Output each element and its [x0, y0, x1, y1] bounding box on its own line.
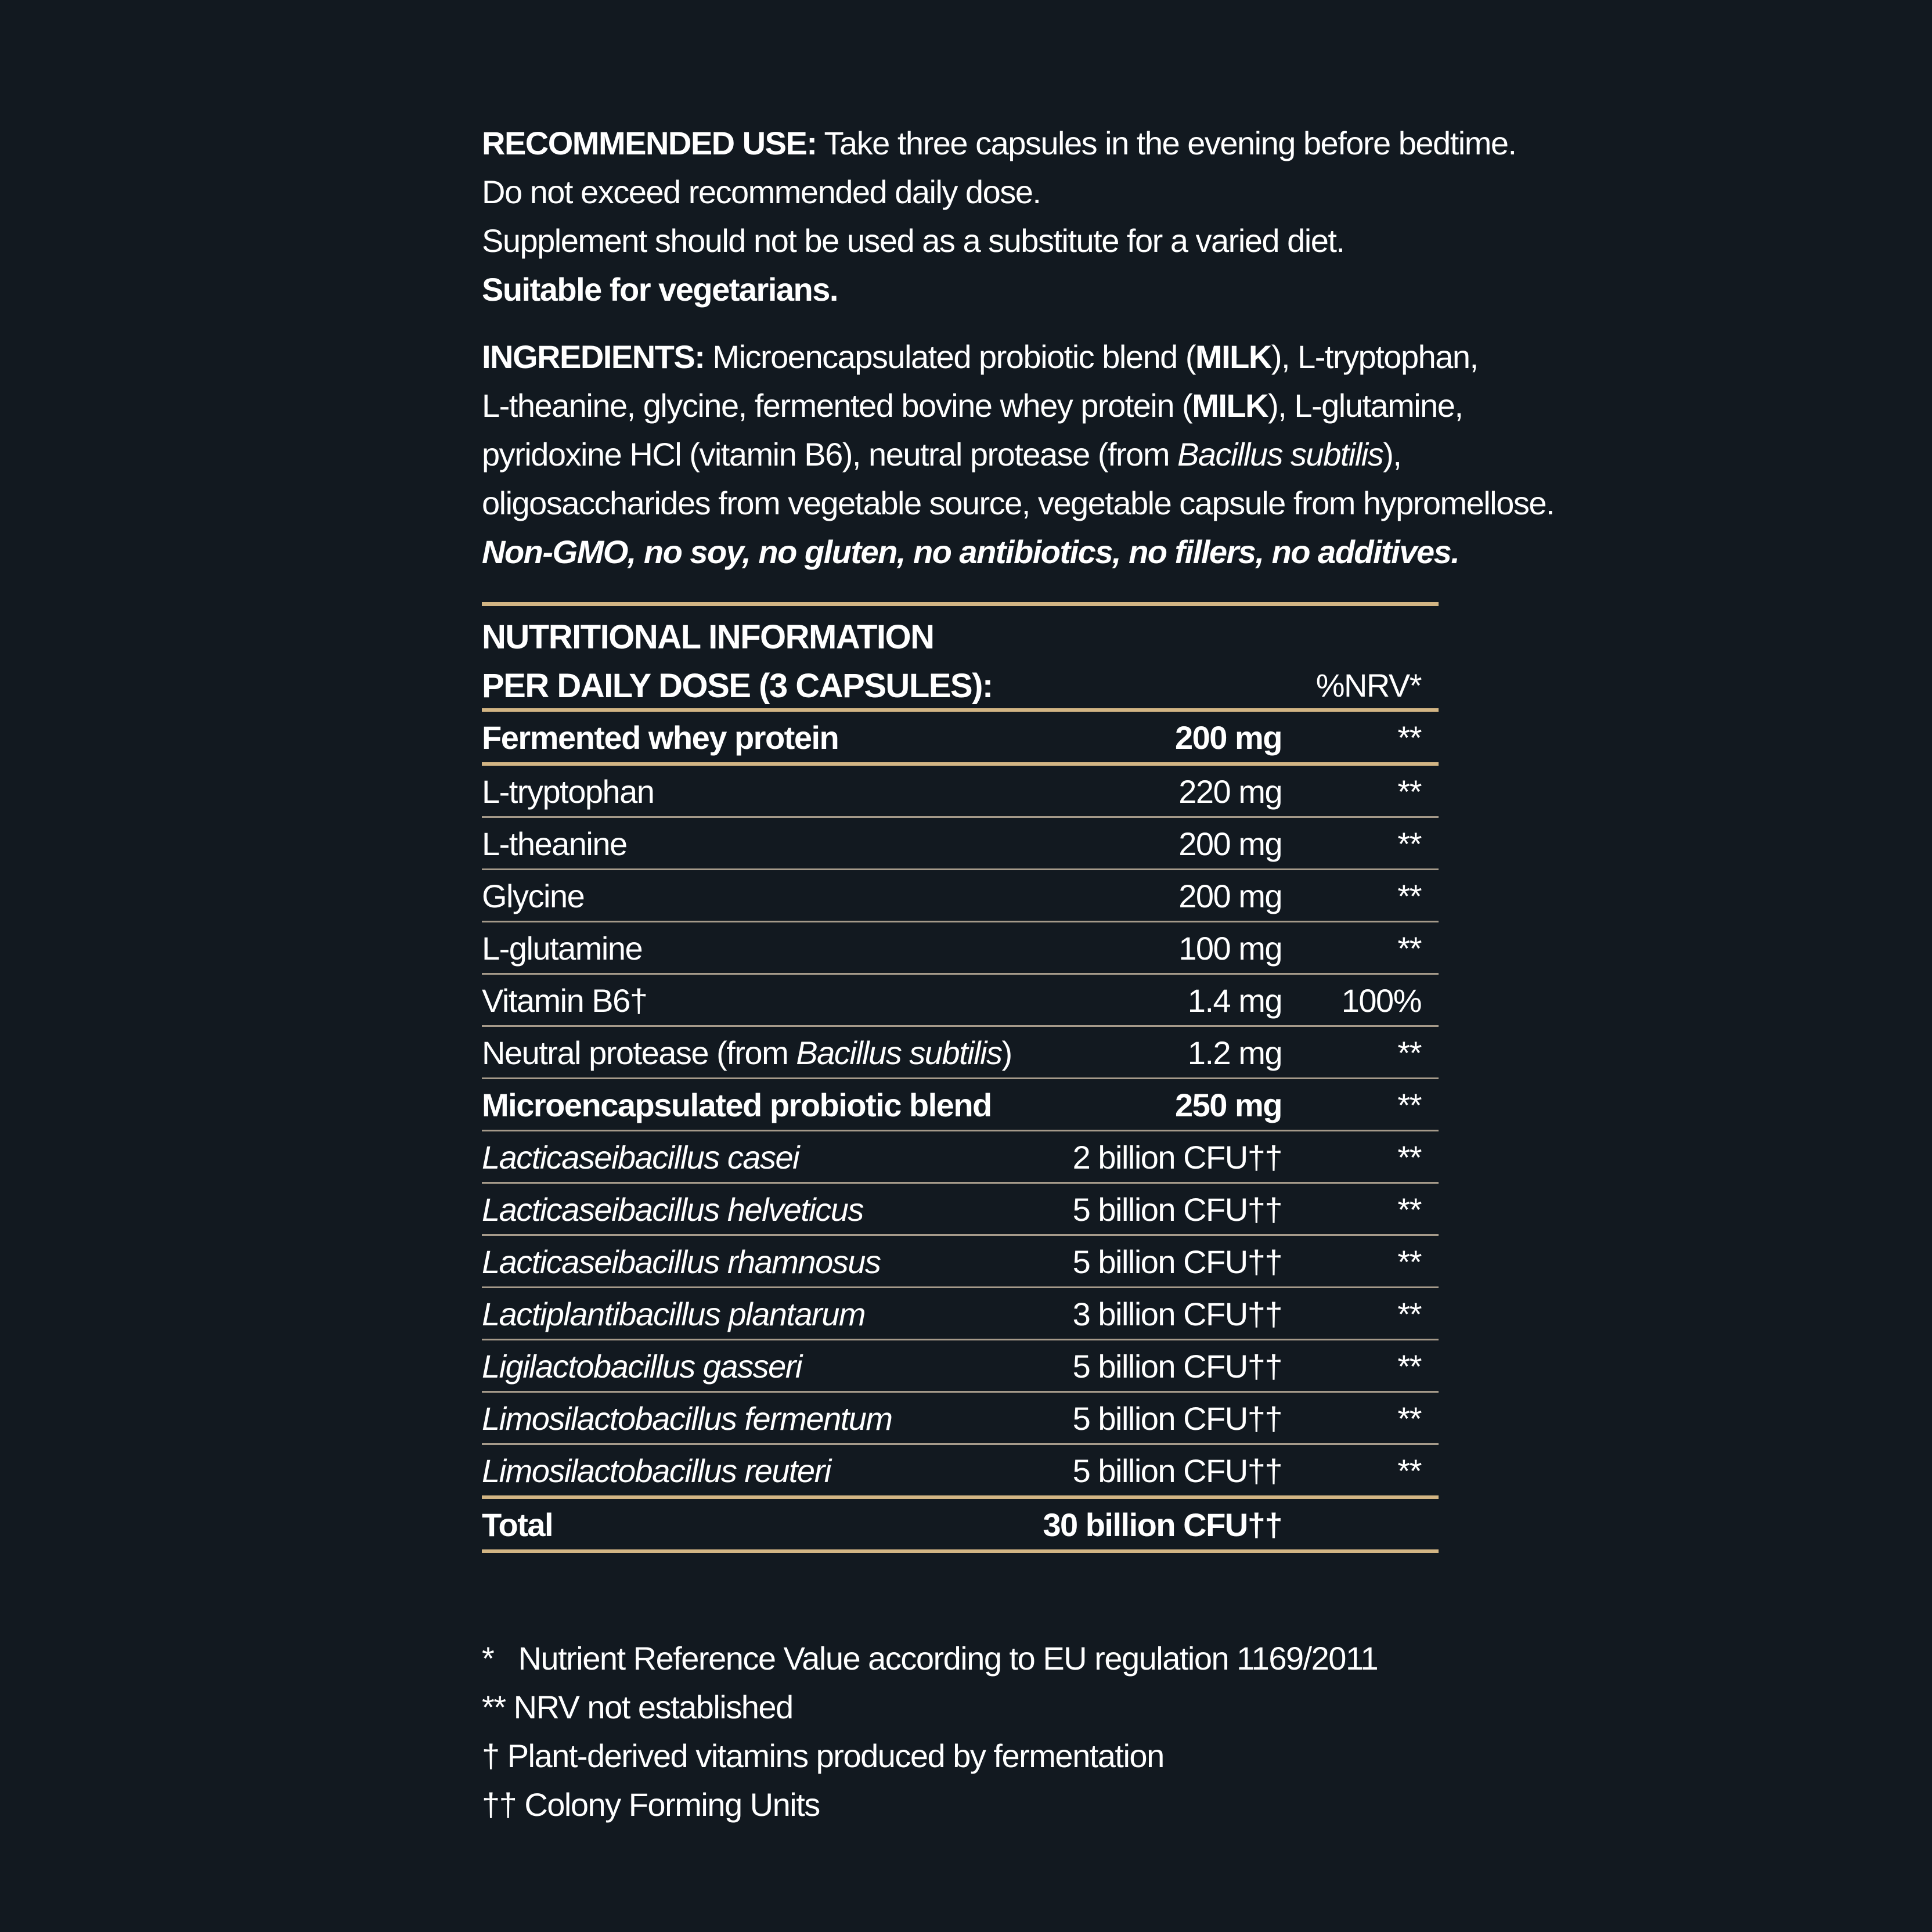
nutrient-nrv: ** [1397, 1139, 1421, 1176]
nutrient-name: L-glutamine [482, 930, 643, 967]
nutrient-nrv: 100% [1341, 982, 1421, 1019]
nutrient-nrv: ** [1397, 1296, 1421, 1332]
nutrient-amount: 2 billion CFU†† [1072, 1139, 1282, 1176]
nutrient-name-part: ) [1001, 1035, 1012, 1071]
total-amount: 30 billion CFU†† [1043, 1506, 1282, 1543]
nutrient-nrv: ** [1397, 773, 1421, 810]
nutrient-amount: 5 billion CFU†† [1072, 1191, 1282, 1228]
nutrient-nrv: ** [1397, 1087, 1421, 1123]
nutrient-name: L-theanine [482, 826, 627, 862]
recommended-use-label: RECOMMENDED USE: [482, 125, 817, 161]
table-row [482, 1393, 1439, 1443]
nutrient-nrv: ** [1397, 1191, 1421, 1228]
table-row [482, 1079, 1439, 1130]
table-row [482, 1131, 1439, 1182]
nutrient-amount: 200 mg [1178, 826, 1282, 862]
nutrient-nrv: ** [1397, 1348, 1421, 1385]
ingredients-label: INGREDIENTS: [482, 338, 705, 375]
ingredients-line-3 [482, 430, 1439, 479]
footnote-mark: * [482, 1640, 494, 1677]
footnote-plant-derived: † Plant-derived vitamins produced by fermentation [482, 1738, 1164, 1774]
recommended-use-line-1 [482, 119, 1516, 168]
footnotes [482, 1634, 1439, 1829]
ingredients-text: Microencapsulated probiotic blend ( [704, 338, 1195, 375]
footnote-cfu: †† Colony Forming Units [482, 1786, 820, 1823]
nutrient-amount: 5 billion CFU†† [1072, 1348, 1282, 1385]
nutrient-amount: 100 mg [1178, 930, 1282, 967]
nutrition-subheading: PER DAILY DOSE (3 CAPSULES): [482, 667, 993, 705]
nutrient-nrv: ** [1397, 1452, 1421, 1489]
nutrient-amount: 3 billion CFU†† [1072, 1296, 1282, 1332]
nutrient-amount: 1.4 mg [1187, 982, 1282, 1019]
nutrient-nrv: ** [1397, 1400, 1421, 1437]
nutrient-nrv: ** [1397, 1243, 1421, 1280]
nutrient-amount: 5 billion CFU†† [1072, 1400, 1282, 1437]
nutrient-amount: 250 mg [1175, 1087, 1282, 1123]
nutrient-name: Microencapsulated probiotic blend [482, 1087, 992, 1123]
nrv-column-header: %NRV* [1315, 667, 1421, 704]
total-label: Total [482, 1506, 553, 1543]
nutrition-heading: NUTRITIONAL INFORMATION [482, 618, 934, 656]
table-row [482, 975, 1439, 1025]
table-row [482, 712, 1439, 762]
table-row [482, 1184, 1439, 1234]
footnote-nrv [482, 1634, 1439, 1683]
strain-name: Lacticaseibacillus rhamnosus [482, 1243, 881, 1280]
nutrient-nrv: ** [1397, 826, 1421, 862]
ingredients-text: ), L-glutamine, [1268, 387, 1463, 424]
ingredients-text: L-theanine, glycine, fermented bovine whey protein ( [482, 387, 1192, 424]
nutrient-nrv: ** [1397, 1035, 1421, 1071]
free-from-note: Non-GMO, no soy, no gluten, no antibiotics, no fillers, no additives. [482, 534, 1459, 570]
strain-name: Ligilactobacillus gasseri [482, 1348, 802, 1385]
ingredients-section [482, 333, 1555, 576]
nutrient-name: Vitamin B6† [482, 982, 647, 1019]
table-row [482, 818, 1439, 868]
ingredients-text: ), L-tryptophan, [1271, 338, 1478, 375]
nutrient-nrv: ** [1397, 930, 1421, 967]
recommended-use-line-3: Supplement should not be used as a substitute for a varied diet. [482, 222, 1345, 259]
vegetarian-note: Suitable for vegetarians. [482, 271, 838, 308]
nutrient-name: Glycine [482, 878, 585, 914]
nutrient-name-part: Neutral protease (from [482, 1035, 796, 1071]
nutrient-nrv: ** [1397, 878, 1421, 914]
nutrient-amount: 220 mg [1178, 773, 1282, 810]
nutrient-amount: 200 mg [1178, 878, 1282, 914]
label-content [482, 119, 1555, 1829]
table-row [482, 1236, 1439, 1286]
table-bottom-rule [482, 1549, 1439, 1553]
allergen-milk: MILK [1195, 338, 1271, 375]
nutrient-amount: 5 billion CFU†† [1072, 1243, 1282, 1280]
ingredients-text: ), [1383, 436, 1401, 473]
table-row [482, 1445, 1439, 1495]
table-row [482, 1340, 1439, 1391]
recommended-use-section [482, 119, 1516, 314]
table-row [482, 1027, 1439, 1077]
recommended-use-line-2: Do not exceed recommended daily dose. [482, 174, 1041, 210]
nutrient-amount: 200 mg [1175, 719, 1282, 756]
nutrient-name: L-tryptophan [482, 773, 654, 810]
total-row [482, 1499, 1439, 1549]
table-row [482, 922, 1439, 973]
nutrient-nrv: ** [1397, 719, 1421, 756]
table-row [482, 870, 1439, 921]
footnote-text: Nutrient Reference Value according to EU regulation 1169/2011 [518, 1640, 1378, 1677]
nutrient-amount: 5 billion CFU†† [1072, 1452, 1282, 1489]
species-name: Bacillus subtilis [796, 1035, 1002, 1071]
ingredients-line-4: oligosaccharides from vegetable source, vegetable capsule from hypromellose. [482, 485, 1555, 521]
strain-name: Limosilactobacillus fermentum [482, 1400, 892, 1437]
ingredients-line-2 [482, 381, 1463, 430]
nutrient-amount: 1.2 mg [1187, 1035, 1282, 1071]
strain-name: Lacticaseibacillus casei [482, 1139, 799, 1176]
strain-name: Lactiplantibacillus plantarum [482, 1296, 865, 1332]
recommended-use-text: Take three capsules in the evening before bedtime. [816, 125, 1516, 161]
allergen-milk: MILK [1192, 387, 1268, 424]
strain-name: Lacticaseibacillus helveticus [482, 1191, 863, 1228]
table-row [482, 1288, 1439, 1339]
ingredients-line-1 [482, 333, 1478, 381]
species-name: Bacillus subtilis [1177, 436, 1383, 473]
strain-name: Limosilactobacillus reuteri [482, 1452, 831, 1489]
nutrition-table-header [482, 606, 1439, 708]
nutrient-name [482, 1034, 1012, 1072]
ingredients-text: pyridoxine HCl (vitamin B6), neutral protease (from [482, 436, 1178, 473]
footnote-nrv-not-established: ** NRV not established [482, 1689, 793, 1725]
table-row [482, 766, 1439, 816]
nutrient-name: Fermented whey protein [482, 719, 839, 756]
table-top-rule [482, 602, 1439, 606]
